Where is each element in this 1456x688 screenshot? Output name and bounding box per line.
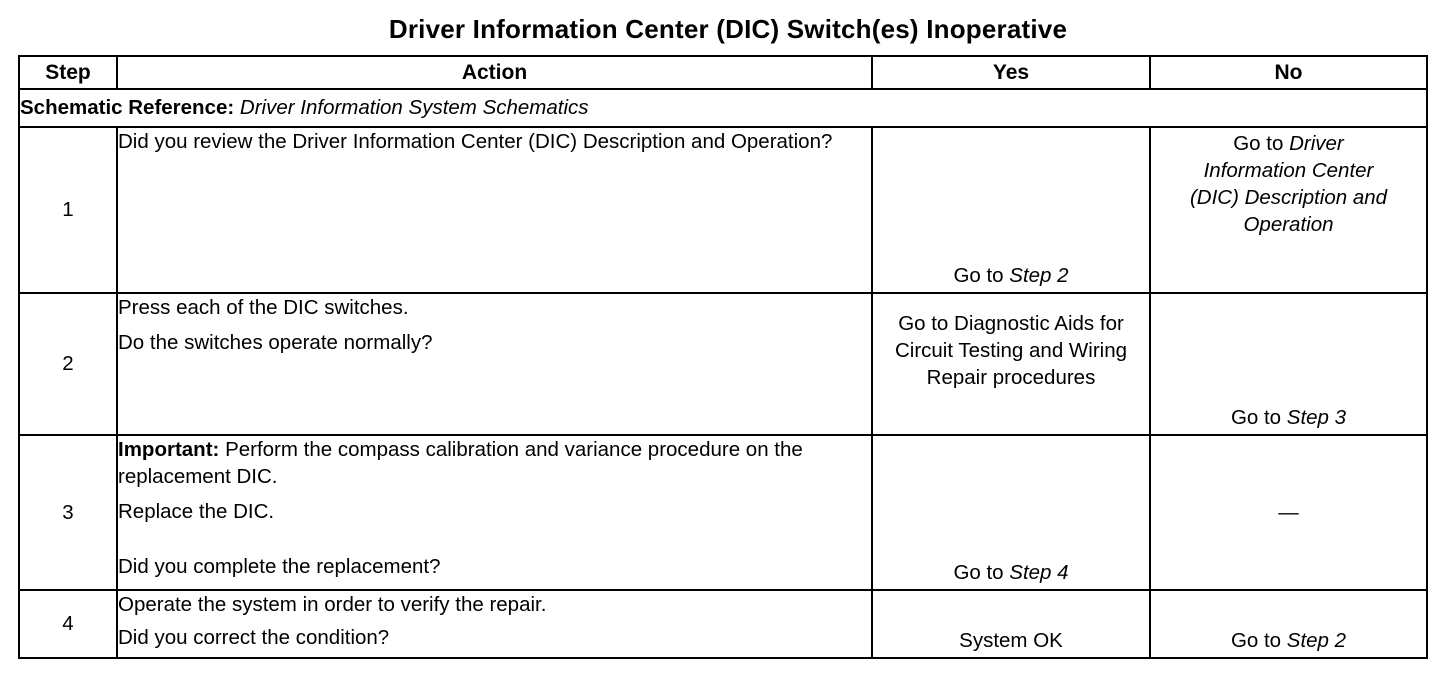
yes-link[interactable]: Step 4 — [1009, 561, 1069, 584]
action-cell — [117, 127, 872, 293]
table-header-row — [19, 56, 1427, 89]
action-cell — [117, 435, 872, 590]
table-row — [19, 590, 1427, 658]
action-text: Operate the system in order to verify the repair. — [118, 593, 547, 616]
no-prefix: Go to — [1230, 406, 1282, 429]
action-cell — [117, 293, 872, 435]
no-dash: — — [1278, 501, 1299, 524]
yes-link[interactable]: Step 2 — [1009, 264, 1069, 287]
action-question: Do the switches operate normally? — [118, 331, 433, 354]
header-action: Action — [117, 56, 872, 89]
important-note — [118, 436, 871, 490]
action-question: Did you complete the replacement? — [118, 555, 441, 578]
schematic-reference-row — [19, 89, 1427, 127]
schematic-reference — [19, 89, 1427, 127]
no-prefix: Go to — [1233, 132, 1284, 155]
diagnostic-table — [18, 55, 1428, 659]
yes-cell — [872, 590, 1150, 658]
header-step: Step — [19, 56, 117, 89]
important-label: Important: — [118, 438, 220, 461]
table-row — [19, 435, 1427, 590]
important-text: Perform the compass calibration and variance procedure on the replacement DIC. — [118, 438, 803, 488]
action-text: Did you review the Driver Information Center (DIC) Description and Operation? — [118, 130, 833, 153]
action-text: Press each of the DIC switches. — [118, 296, 409, 319]
step-number: 4 — [19, 590, 117, 658]
schematic-reference-label: Schematic Reference: — [20, 96, 235, 119]
action-text: Replace the DIC. — [118, 500, 275, 523]
yes-text[interactable]: Go to Diagnostic Aids for Circuit Testing and Wiring Repair procedures — [894, 312, 1128, 389]
no-prefix: Go to — [1230, 629, 1282, 652]
step-number: 1 — [19, 127, 117, 293]
header-yes: Yes — [872, 56, 1150, 89]
step-number: 3 — [19, 435, 117, 590]
action-question: Did you correct the condition? — [118, 626, 390, 649]
no-link[interactable]: Driver Information Center (DIC) Description and Operation — [1189, 132, 1388, 236]
page-title: Driver Information Center (DIC) Switch(es) Inoperative — [388, 14, 1068, 44]
table-row — [19, 293, 1427, 435]
header-no: No — [1150, 56, 1427, 89]
no-cell — [1150, 127, 1427, 293]
no-link[interactable]: Step 2 — [1286, 629, 1347, 652]
schematic-reference-link[interactable]: Driver Information System Schematics — [239, 96, 589, 119]
yes-cell — [872, 127, 1150, 293]
action-cell — [117, 590, 872, 658]
step-number: 2 — [19, 293, 117, 435]
yes-cell — [872, 435, 1150, 590]
yes-prefix: Go to — [953, 561, 1004, 584]
yes-cell — [872, 293, 1150, 435]
yes-text: System OK — [959, 629, 1063, 652]
yes-prefix: Go to — [953, 264, 1004, 287]
no-cell — [1150, 293, 1427, 435]
no-cell — [1150, 590, 1427, 658]
no-link[interactable]: Step 3 — [1286, 406, 1347, 429]
no-cell — [1150, 435, 1427, 590]
table-row — [19, 127, 1427, 293]
